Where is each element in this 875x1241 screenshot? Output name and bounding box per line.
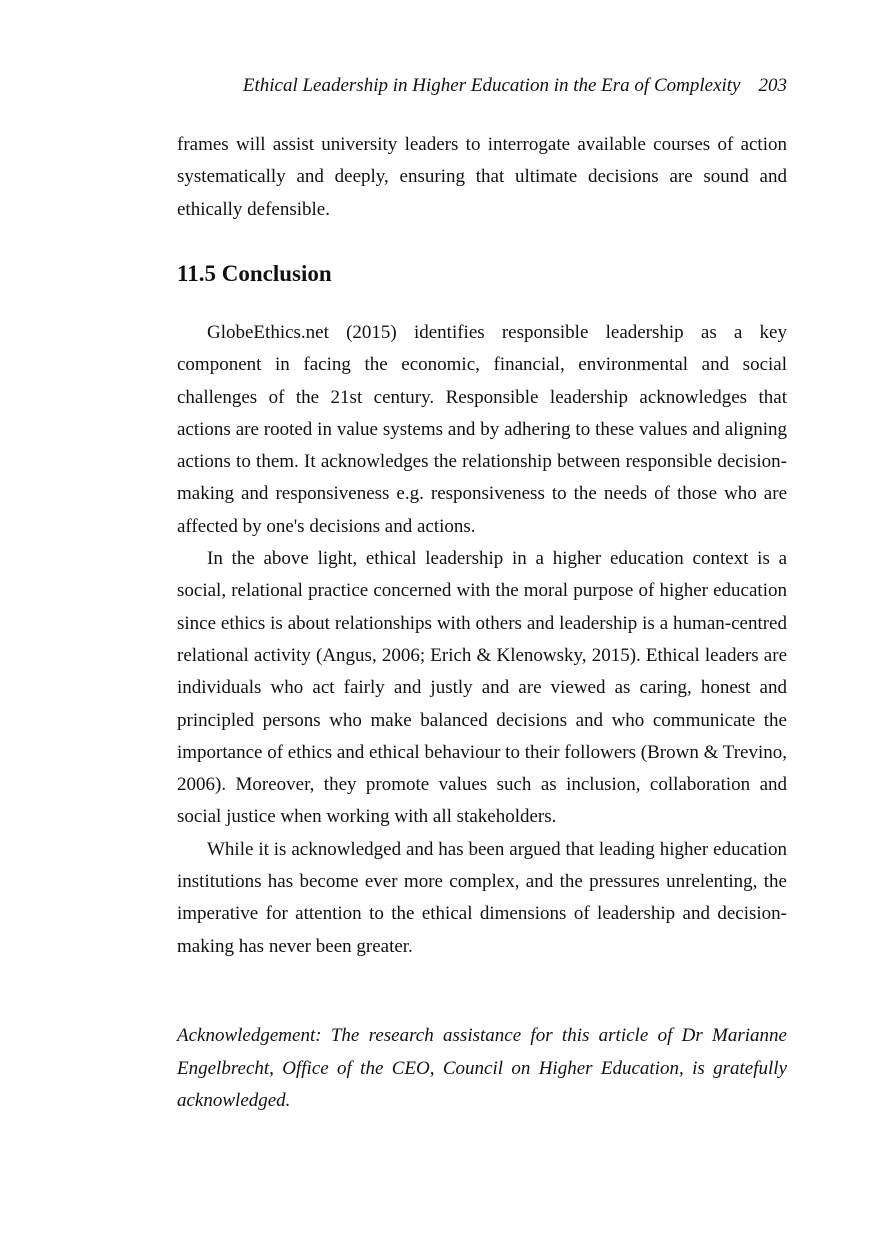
body-paragraph-3: While it is acknowledged and has been argued that leading higher education institutions has become ever more complex, and the pressures unrelenting, the imperative for attention to the ethical dimensions of leadership and decision-making has never been greater. xyxy=(177,838,787,957)
intro-paragraph: frames will assist university leaders to interrogate available courses of action systematically and deeply, ensuring that ultimate decisions are sound and ethically defensible. xyxy=(177,134,787,220)
running-header xyxy=(177,73,787,99)
body-paragraph-2: In the above light, ethical leadership in a higher education context is a social, relational practice concerned with the moral purpose of higher education since ethics is about relationships with others and leadership is a human-centred relational activity (Angus, 2006; Erich & Klenowsky, 2015). Ethical leaders are individuals who act fairly and justly and are viewed as caring, honest and principled persons who make balanced decisions and who communicate the importance of ethics and ethical behaviour to their followers (Brown & Trevino, 2006). Moreover, they promote values such as inclusion, collaboration and social justice when working with all stakeholders. xyxy=(177,548,787,828)
running-title: Ethical Leadership in Higher Education in the Era of Complexity xyxy=(242,75,741,96)
page-number: 203 xyxy=(758,75,787,96)
section-heading: 11.5 Conclusion xyxy=(177,261,332,286)
body-paragraph-1: GlobeEthics.net (2015) identifies responsible leadership as a key component in facing the economic, financial, environmental and social challenges of the 21st century. Responsible leadership acknowledges that actions are rooted in value systems and by adhering to these values and aligning actions to them. It acknowledges the relationship between responsible decision-making and responsiveness e.g. responsiveness to the needs of those who are affected by one's decisions and actions. xyxy=(177,322,787,537)
section-body xyxy=(177,317,787,963)
acknowledgement: Acknowledgement: The research assistance for this article of Dr Marianne Engelbrecht, Office of the CEO, Council on Higher Education, is gratefully acknowledged. xyxy=(177,1025,787,1111)
intro-block xyxy=(177,129,787,226)
